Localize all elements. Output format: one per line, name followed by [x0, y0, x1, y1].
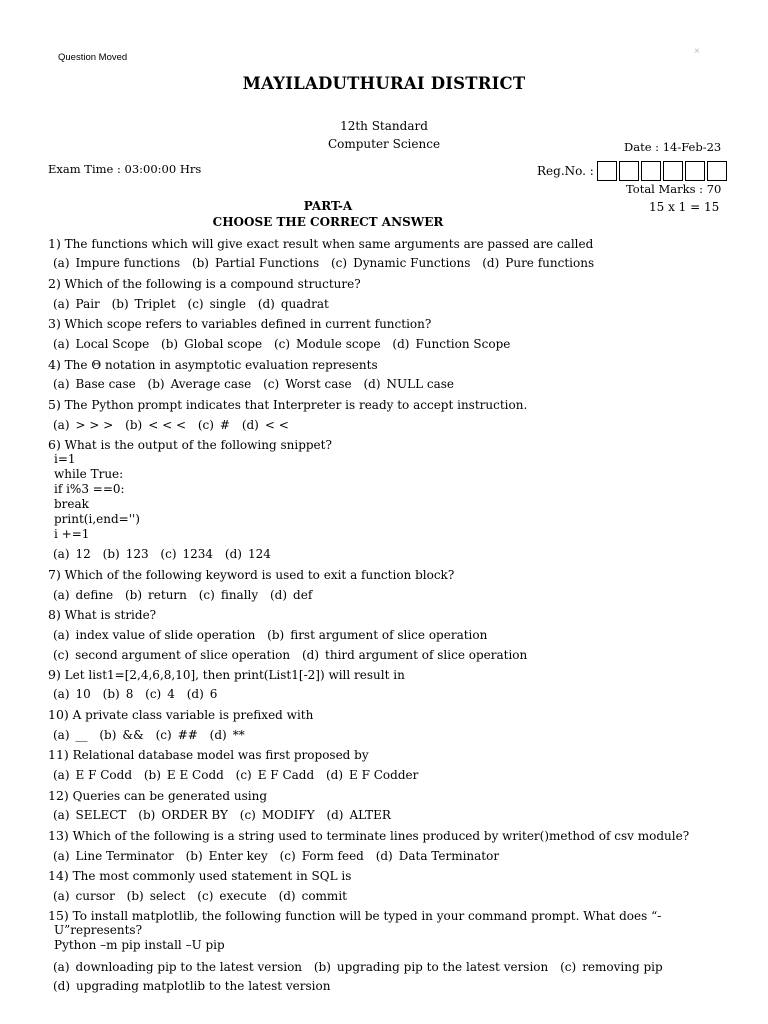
- option-text: downloading pip to the latest version: [75, 960, 303, 974]
- option-letter: (b): [313, 960, 331, 974]
- question-number: 9): [48, 667, 61, 682]
- option-letter: (a): [53, 628, 70, 642]
- answer-option[interactable]: [99, 728, 143, 742]
- answer-option[interactable]: [148, 377, 252, 391]
- code-line: if i%3 ==0:: [54, 482, 125, 496]
- option-row: [53, 256, 602, 270]
- question-number: 6): [48, 437, 61, 452]
- answer-option[interactable]: [274, 337, 381, 351]
- option-letter: (d): [257, 297, 275, 311]
- option-text: upgrading matplotlib to the latest version: [76, 979, 331, 993]
- answer-option[interactable]: [53, 547, 91, 561]
- question-text: [48, 357, 378, 372]
- reg-number-boxes: [597, 161, 729, 181]
- option-letter: (a): [53, 256, 70, 270]
- option-letter: (d): [241, 418, 259, 432]
- answer-option[interactable]: [225, 547, 271, 561]
- option-letter: (a): [53, 687, 70, 701]
- option-letter: (b): [99, 728, 117, 742]
- answer-option[interactable]: [103, 687, 134, 701]
- question-number: 12): [48, 788, 69, 803]
- answer-option[interactable]: [125, 418, 186, 432]
- option-row: [53, 337, 518, 351]
- option-text: index value of slide operation: [75, 628, 256, 642]
- option-letter: (a): [53, 418, 70, 432]
- answer-option[interactable]: [279, 889, 347, 903]
- question-body: What is the output of the following snippet?: [64, 438, 332, 452]
- option-text: Dynamic Functions: [353, 256, 471, 270]
- answer-option[interactable]: [53, 728, 88, 742]
- answer-option[interactable]: [138, 808, 228, 822]
- question-text: [48, 667, 405, 682]
- option-letter: (c): [53, 648, 70, 662]
- option-letter: (a): [53, 808, 70, 822]
- option-text: 6: [209, 687, 218, 701]
- subject-label: Computer Science: [327, 137, 441, 151]
- reg-digit-box: [619, 161, 639, 181]
- option-text: def: [293, 588, 313, 602]
- answer-option[interactable]: [53, 377, 136, 391]
- option-text: NULL case: [386, 377, 454, 391]
- answer-option[interactable]: [482, 256, 594, 270]
- question-body: Queries can be generated using: [72, 789, 268, 803]
- option-letter: (a): [53, 849, 70, 863]
- option-letter: (d): [186, 687, 204, 701]
- option-text: removing pip: [582, 960, 663, 974]
- option-text: Function Scope: [415, 337, 511, 351]
- option-letter: (b): [267, 628, 285, 642]
- question-text: [48, 707, 313, 722]
- option-text: Data Terminator: [398, 849, 500, 863]
- option-text: E F Codd: [75, 768, 133, 782]
- option-text: ALTER: [349, 808, 391, 822]
- answer-option[interactable]: [326, 768, 418, 782]
- option-letter: (d): [224, 547, 242, 561]
- question-number: 11): [48, 747, 69, 762]
- option-letter: (a): [53, 728, 70, 742]
- option-letter: (b): [125, 418, 143, 432]
- option-text: 12: [75, 547, 91, 561]
- option-letter: (c): [198, 588, 215, 602]
- answer-option[interactable]: [236, 768, 315, 782]
- answer-option[interactable]: [331, 256, 470, 270]
- answer-option[interactable]: [53, 648, 290, 662]
- option-row: [53, 849, 507, 863]
- question-text: [48, 788, 267, 803]
- option-text: Module scope: [296, 337, 381, 351]
- answer-option[interactable]: [242, 418, 289, 432]
- question-body: The Θ notation in asymptotic evaluation represents: [64, 358, 378, 372]
- answer-option[interactable]: [160, 547, 213, 561]
- option-letter: (d): [278, 889, 296, 903]
- option-letter: (b): [102, 547, 120, 561]
- option-letter: (d): [325, 768, 344, 782]
- option-row: [53, 628, 495, 642]
- option-text: Line Terminator: [75, 849, 174, 863]
- answer-option[interactable]: [53, 628, 255, 642]
- code-line: print(i,end=''): [54, 512, 140, 526]
- option-row: [53, 960, 671, 974]
- answer-option[interactable]: [187, 687, 218, 701]
- option-text: single: [209, 297, 246, 311]
- answer-option[interactable]: [53, 687, 91, 701]
- exam-date: Date : 14-Feb-23: [624, 140, 722, 154]
- option-text: 8: [125, 687, 134, 701]
- question-body-continued: U”represents?: [54, 923, 143, 937]
- answer-option[interactable]: [326, 808, 391, 822]
- answer-option[interactable]: [560, 960, 663, 974]
- question-number: 14): [48, 868, 69, 883]
- option-text: first argument of slice operation: [290, 628, 488, 642]
- answer-option[interactable]: [127, 889, 186, 903]
- close-icon[interactable]: ×: [694, 46, 700, 57]
- option-text: ##: [177, 728, 198, 742]
- option-letter: (c): [187, 297, 204, 311]
- question-number: 8): [48, 607, 61, 622]
- answer-option[interactable]: [53, 960, 302, 974]
- question-body: The most commonly used statement in SQL is: [72, 869, 352, 883]
- option-text: upgrading pip to the latest version: [336, 960, 549, 974]
- answer-option[interactable]: [314, 960, 548, 974]
- reg-digit-box: [641, 161, 661, 181]
- answer-option[interactable]: [144, 768, 224, 782]
- answer-option[interactable]: [258, 297, 329, 311]
- option-letter: (c): [155, 728, 172, 742]
- option-text: #: [219, 418, 230, 432]
- option-letter: (c): [560, 960, 577, 974]
- answer-option[interactable]: [210, 728, 245, 742]
- question-body: Which of the following keyword is used to exit a function block?: [64, 568, 455, 582]
- question-text: [48, 437, 332, 452]
- option-letter: (c): [145, 687, 162, 701]
- option-letter: (d): [326, 808, 344, 822]
- code-line: i=1: [54, 452, 76, 466]
- option-letter: (a): [53, 889, 70, 903]
- option-text: 4: [167, 687, 175, 701]
- option-text: E E Codd: [166, 768, 224, 782]
- option-text: 123: [125, 547, 149, 561]
- answer-option[interactable]: [270, 588, 312, 602]
- option-letter: (a): [53, 377, 70, 391]
- option-letter: (d): [209, 728, 227, 742]
- option-letter: (d): [363, 377, 381, 391]
- option-letter: (d): [482, 256, 500, 270]
- option-letter: (b): [185, 849, 203, 863]
- answer-option[interactable]: [363, 377, 454, 391]
- code-line: i +=1: [54, 527, 90, 541]
- option-letter: (c): [235, 768, 252, 782]
- option-text: cursor: [75, 889, 115, 903]
- section-instruction: CHOOSE THE CORRECT ANSWER: [212, 215, 444, 229]
- option-text: Average case: [170, 377, 252, 391]
- code-line: while True:: [54, 467, 124, 481]
- option-text: Enter key: [208, 849, 268, 863]
- option-letter: (c): [330, 256, 348, 270]
- top-note: Question Moved: [58, 52, 128, 63]
- answer-option[interactable]: [53, 588, 113, 602]
- answer-option[interactable]: [125, 588, 187, 602]
- answer-option[interactable]: [53, 979, 330, 993]
- question-text: [48, 828, 689, 843]
- code-line: break: [54, 497, 89, 511]
- option-text: < <: [264, 418, 289, 432]
- answer-option[interactable]: [240, 808, 315, 822]
- answer-option[interactable]: [192, 256, 319, 270]
- option-letter: (a): [53, 588, 70, 602]
- option-text: **: [232, 728, 245, 742]
- option-row: [53, 728, 253, 742]
- answer-option[interactable]: [53, 297, 100, 311]
- question-number: 4): [48, 357, 61, 372]
- option-text: < < <: [148, 418, 186, 432]
- option-text: SELECT: [75, 808, 127, 822]
- question-number: 3): [48, 316, 61, 331]
- option-text: E F Cadd: [257, 768, 315, 782]
- option-text: E F Codder: [349, 768, 419, 782]
- option-text: finally: [220, 588, 259, 602]
- question-body: A private class variable is prefixed with: [72, 708, 314, 722]
- answer-option[interactable]: [197, 889, 266, 903]
- question-number: 2): [48, 276, 61, 291]
- section-marks: 15 x 1 = 15: [649, 200, 720, 214]
- question-text: [48, 236, 593, 251]
- option-letter: (a): [53, 960, 70, 974]
- option-letter: (b): [102, 687, 120, 701]
- option-letter: (c): [263, 377, 280, 391]
- question-number: 1): [48, 236, 61, 251]
- answer-option[interactable]: [267, 628, 487, 642]
- option-text: Local Scope: [75, 337, 150, 351]
- option-text: Form feed: [301, 849, 364, 863]
- option-row: [53, 979, 338, 993]
- answer-option[interactable]: [198, 418, 230, 432]
- option-text: Impure functions: [75, 256, 181, 270]
- option-row: [53, 687, 225, 701]
- answer-option[interactable]: [280, 849, 364, 863]
- reg-number-field: [537, 161, 729, 181]
- question-text: [48, 316, 431, 331]
- answer-option[interactable]: [53, 768, 132, 782]
- option-letter: (d): [269, 588, 288, 602]
- option-row: [53, 297, 337, 311]
- standard-label: 12th Standard: [340, 119, 428, 133]
- option-row: [53, 768, 426, 782]
- answer-option[interactable]: [53, 889, 115, 903]
- option-text: Global scope: [184, 337, 263, 351]
- question-text: [48, 397, 527, 412]
- option-text: Pure functions: [505, 256, 595, 270]
- question-body: What is stride?: [64, 608, 157, 622]
- answer-option[interactable]: [53, 418, 113, 432]
- option-row: [53, 377, 462, 391]
- question-body: Which scope refers to variables defined in current function?: [64, 317, 432, 331]
- option-letter: (c): [279, 849, 296, 863]
- option-letter: (c): [197, 889, 214, 903]
- answer-option[interactable]: [199, 588, 258, 602]
- question-text: [48, 567, 454, 582]
- option-text: select: [149, 889, 186, 903]
- option-text: &&: [122, 728, 144, 742]
- answer-option[interactable]: [188, 297, 246, 311]
- option-letter: (c): [160, 547, 177, 561]
- question-number: 5): [48, 397, 61, 412]
- part-heading: PART-A: [303, 199, 353, 213]
- option-text: 10: [75, 687, 91, 701]
- option-letter: (a): [53, 297, 70, 311]
- option-text: Pair: [75, 297, 100, 311]
- question-text: [48, 908, 661, 923]
- answer-option[interactable]: [53, 849, 174, 863]
- exam-time: Exam Time : 03:00:00 Hrs: [48, 162, 202, 176]
- option-text: MODIFY: [261, 808, 315, 822]
- answer-option[interactable]: [302, 648, 527, 662]
- answer-option[interactable]: [145, 687, 175, 701]
- answer-option[interactable]: [53, 256, 180, 270]
- option-text: Partial Functions: [214, 256, 320, 270]
- option-text: return: [148, 588, 187, 602]
- option-letter: (c): [197, 418, 214, 432]
- option-text: second argument of slice operation: [75, 648, 291, 662]
- question-body: Let list1=[2,4,6,8,10], then print(List1[-2]) will result in: [64, 668, 405, 682]
- answer-option[interactable]: [103, 547, 149, 561]
- total-marks: Total Marks : 70: [626, 182, 722, 196]
- answer-option[interactable]: [53, 337, 149, 351]
- reg-number-label: Reg.No. :: [537, 164, 594, 178]
- question-text: [48, 868, 351, 883]
- question-body: The Python prompt indicates that Interpreter is ready to accept instruction.: [64, 398, 528, 412]
- option-letter: (d): [53, 979, 71, 993]
- answer-option[interactable]: [161, 337, 262, 351]
- answer-option[interactable]: [156, 728, 198, 742]
- reg-digit-box: [707, 161, 727, 181]
- question-text: [48, 747, 369, 762]
- option-letter: (d): [375, 849, 393, 863]
- option-text: execute: [219, 889, 267, 903]
- answer-option[interactable]: [392, 337, 510, 351]
- option-letter: (b): [147, 377, 165, 391]
- answer-option[interactable]: [376, 849, 499, 863]
- question-text: [48, 607, 156, 622]
- question-number: 7): [48, 567, 61, 582]
- question-number: 15): [48, 908, 69, 923]
- option-letter: (b): [126, 889, 144, 903]
- question-body: To install matplotlib, the following function will be typed in your command prompt. What does “-: [72, 909, 662, 923]
- answer-option[interactable]: [112, 297, 176, 311]
- option-letter: (b): [124, 588, 143, 602]
- option-text: Worst case: [285, 377, 352, 391]
- option-row: [53, 588, 320, 602]
- reg-digit-box: [663, 161, 683, 181]
- option-letter: (b): [191, 256, 209, 270]
- question-text: [48, 276, 361, 291]
- option-text: commit: [301, 889, 347, 903]
- code-line: Python –m pip install –U pip: [54, 938, 225, 952]
- answer-option[interactable]: [263, 377, 352, 391]
- question-number: 10): [48, 707, 69, 722]
- option-row: [53, 808, 399, 822]
- option-letter: (b): [143, 768, 161, 782]
- option-row: [53, 648, 535, 662]
- option-text: > > >: [75, 418, 114, 432]
- question-number: 13): [48, 828, 69, 843]
- question-body: Which of the following is a compound structure?: [64, 277, 361, 291]
- option-letter: (c): [239, 808, 256, 822]
- option-text: Triplet: [134, 297, 176, 311]
- option-letter: (a): [53, 547, 70, 561]
- option-letter: (b): [138, 808, 156, 822]
- option-letter: (a): [53, 337, 70, 351]
- reg-digit-box: [685, 161, 705, 181]
- option-text: Base case: [75, 377, 136, 391]
- question-body: Which of the following is a string used to terminate lines produced by writer()method of csv module?: [72, 829, 690, 843]
- option-row: [53, 418, 297, 432]
- answer-option[interactable]: [53, 808, 126, 822]
- option-letter: (b): [161, 337, 179, 351]
- option-text: third argument of slice operation: [325, 648, 528, 662]
- option-row: [53, 547, 279, 561]
- reg-digit-box: [597, 161, 617, 181]
- question-body: The functions which will give exact result when same arguments are passed are called: [64, 237, 594, 251]
- question-body: Relational database model was first proposed by: [72, 748, 369, 762]
- option-text: 1234: [182, 547, 214, 561]
- option-letter: (c): [273, 337, 291, 351]
- option-text: ORDER BY: [161, 808, 228, 822]
- option-letter: (d): [301, 648, 320, 662]
- option-text: quadrat: [280, 297, 329, 311]
- answer-option[interactable]: [186, 849, 268, 863]
- option-letter: (d): [392, 337, 410, 351]
- option-row: [53, 889, 355, 903]
- option-letter: (a): [53, 768, 70, 782]
- option-letter: (b): [111, 297, 129, 311]
- page-title: MAYILADUTHURAI DISTRICT: [242, 74, 526, 93]
- option-text: __: [75, 728, 88, 742]
- option-text: define: [75, 588, 114, 602]
- option-text: 124: [247, 547, 271, 561]
